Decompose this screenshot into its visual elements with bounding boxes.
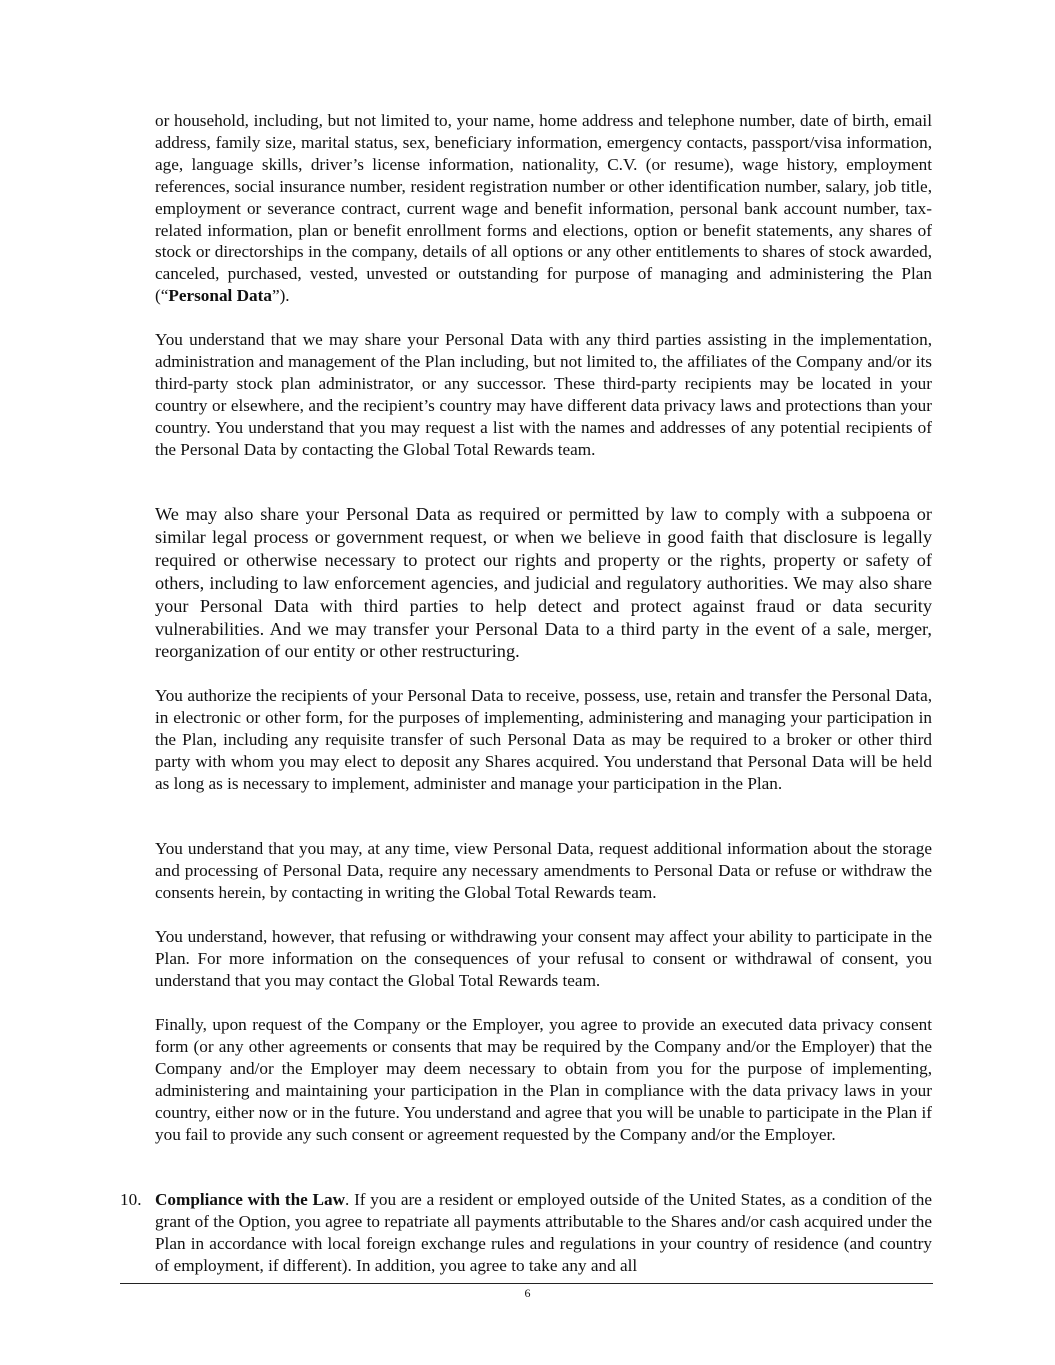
paragraph-legal-disclosure: We may also share your Personal Data as required or permitted by law to comply with a subpoena or similar legal process or government request, or when we believe in good faith that disclosure is legally required or otherwise necessary to protect our rights and property or the rights, property or safety of others, including to law enforcement agencies, and judicial and regulatory authorities. We may also share your Personal Data with third parties to help detect and protect against fraud or data security vulnerabilities. And we may transfer your Personal Data to a third party in the event of a sale, merger, reorganization of our entity or other restructuring. bbox=[155, 504, 932, 662]
section-compliance-with-law bbox=[120, 1189, 932, 1277]
paragraph-recipient-authorization: You authorize the recipients of your Personal Data to receive, possess, use, retain and transfer the Personal Data, in electronic or other form, for the purposes of implementing, administering and managing your participation in the Plan, including any requisite transfer of such Personal Data as may be required to a broker or other third party with whom you may elect to deposit any Shares acquired. You understand that Personal Data will be held as long as is necessary to implement, administer and manage your participation in the Plan. bbox=[155, 686, 932, 793]
footer-divider bbox=[120, 1283, 933, 1284]
paragraph-access-rights: You understand that you may, at any time, view Personal Data, request additional information about the storage and processing of Personal Data, require any necessary amendments to Personal Data or refuse or withdraw the consents herein, by contacting in writing the Global Total Rewards team. bbox=[155, 839, 932, 902]
section-body bbox=[155, 1189, 932, 1277]
paragraph-consent-form: Finally, upon request of the Company or the Employer, you agree to provide an executed data privacy consent form (or any other agreements or consents that may be required by the Company and/or the Employer) that the Company and/or the Employer may deem necessary to obtain from you for the purpose of implementing, administering and maintaining your participation in the Plan in compliance with the data privacy laws in your country, either now or in the future. You understand and agree that you will be unable to participate in the Plan if you fail to provide any such consent or agreement requested by the Company and/or the Employer. bbox=[155, 1015, 932, 1144]
paragraph-personal-data-definition bbox=[155, 110, 932, 307]
page-number: 6 bbox=[524, 1286, 531, 1300]
paragraph-third-party-sharing: You understand that we may share your Personal Data with any third parties assisting in the implementation, administration and management of the Plan including, but not limited to, the affiliates of the Company and/or its third-party stock plan administrator, or any successor. These third-party recipients may be located in your country or elsewhere, and the recipient’s country may have different data privacy laws and protections than your country. You understand that you may request a list with the names and addresses of any potential recipients of the Personal Data by contacting the Global Total Rewards team. bbox=[155, 330, 932, 459]
defined-term-personal-data: Personal Data bbox=[168, 286, 272, 306]
paragraph-text: or household, including, but not limited to, your name, home address and telephone number, date of birth, email address, family size, marital status, sex, beneficiary information, emergency contacts, passport/visa information, age, language skills, driver’s license information, nationality, C.V. (or resume), wage history, employment references, social insurance number, resident registration number or other identification number, salary, job title, employment or severance contract, current wage and benefit information, personal bank account number, tax-related information, plan or benefit enrollment forms and elections, option or benefit statements, any shares of stock or directorships in the company, details of all options or any other entitlements to shares of stock awarded, canceled, purchased, vested, unvested or outstanding for purpose of managing and administering the Plan (“ bbox=[155, 111, 932, 306]
section-text: . If you are a resident or employed outside of the United States, as a condition of the grant of the Option, you agree to repatriate all payments attributable to the Shares and/or cash acquired under the Plan in accordance with local foreign exchange rules and regulations in your country of residence (and country of employment, if different). In addition, you agree to take any and all bbox=[155, 1190, 932, 1275]
section-number: 10. bbox=[120, 1190, 142, 1209]
paragraph-withdrawal-consequences: You understand, however, that refusing or withdrawing your consent may affect your ability to participate in the Plan. For more information on the consequences of your refusal to consent or withdrawal of consent, you understand that you may contact the Global Total Rewards team. bbox=[155, 927, 932, 990]
paragraph-text-end: ”). bbox=[271, 286, 290, 306]
section-heading: Compliance with the Law bbox=[155, 1190, 345, 1209]
